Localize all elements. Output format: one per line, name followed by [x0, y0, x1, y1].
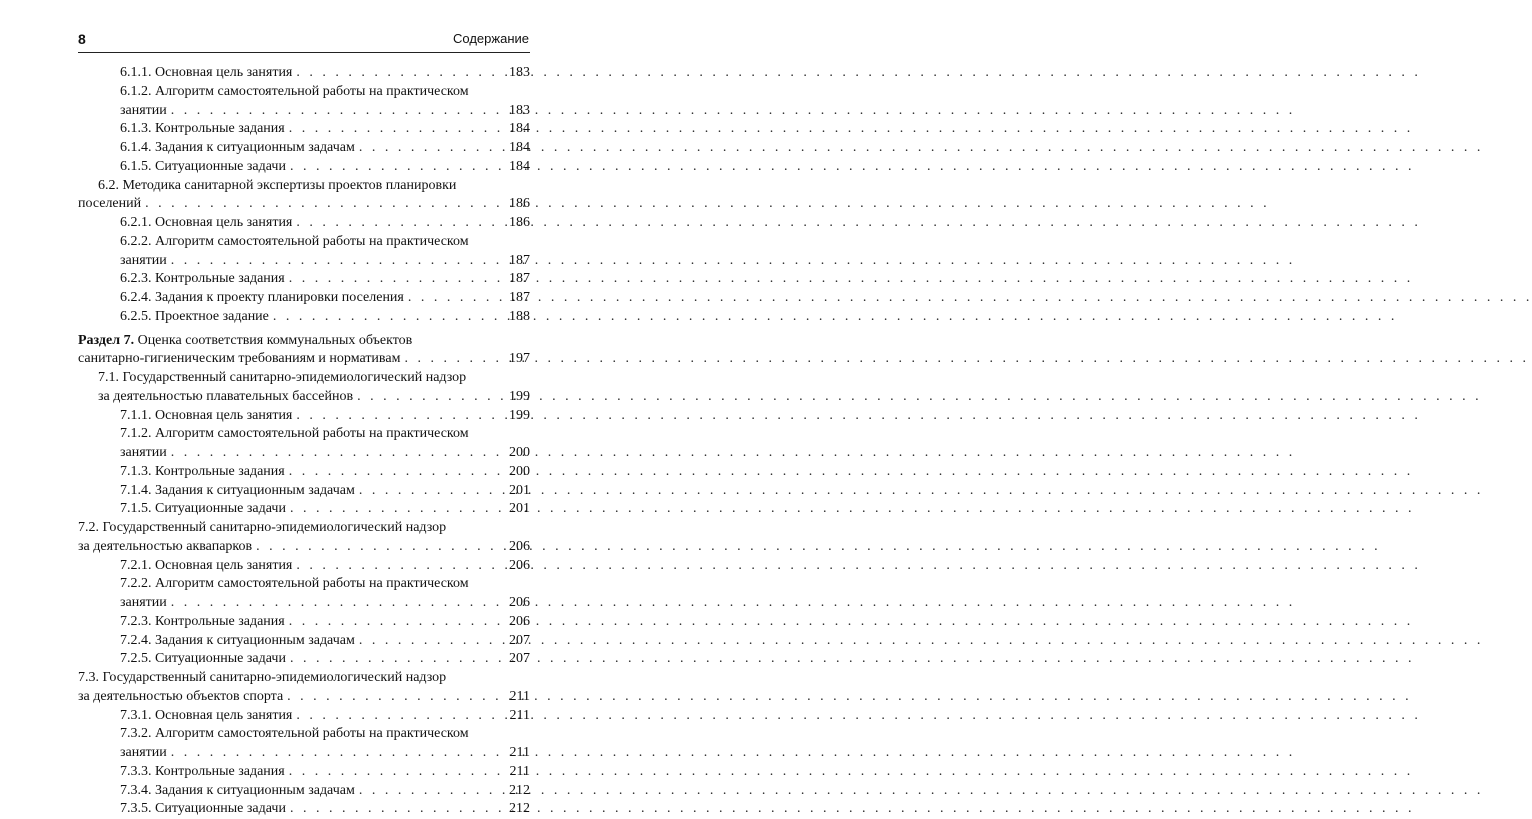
toc-page: 211	[509, 688, 530, 704]
toc-number: 7.2.5.	[120, 651, 152, 667]
leader-dots	[171, 252, 504, 271]
leader-dots	[290, 158, 504, 177]
toc-page: 211	[509, 763, 530, 779]
toc-number: 6.2.2.	[120, 233, 152, 249]
toc-number: 7.1.	[98, 370, 119, 385]
toc-title: Основная цель занятия	[155, 407, 293, 423]
toc-page: 187	[509, 271, 530, 287]
toc-entry-7-2-4	[78, 632, 530, 651]
toc-page: 201	[509, 482, 530, 498]
leader-dots	[289, 613, 504, 632]
toc-entry-6-1-2	[78, 83, 530, 102]
toc-page: 206	[509, 557, 530, 573]
toc-title-cont: за деятельностью объектов спорта	[78, 688, 284, 704]
toc-number: 6.2.1.	[120, 215, 152, 230]
leader-dots	[359, 782, 504, 801]
toc-number: 6.2.4.	[120, 290, 152, 305]
toc-title: Основная цель занятия	[155, 707, 293, 723]
toc-page: 200	[509, 463, 530, 479]
toc-number: 7.2.1.	[120, 557, 152, 573]
toc-number: 7.2.3.	[120, 613, 152, 629]
toc-entry-section-7	[78, 332, 530, 351]
leader-dots	[359, 482, 504, 501]
toc-title-cont: за деятельностью аквапарков	[78, 538, 253, 554]
toc-entry-7-3-3	[78, 763, 530, 782]
leader-dots	[404, 350, 504, 369]
toc-title: Задания к ситуационным задачам	[155, 782, 355, 798]
toc-page: 187	[509, 252, 530, 268]
toc-number: 6.1.4.	[120, 140, 152, 155]
leader-dots	[171, 594, 504, 613]
toc-title: Контрольные задания	[155, 121, 285, 137]
toc-title: Методика санитарной экспертизы проектов планировки	[122, 177, 457, 193]
toc-page: 206	[509, 595, 530, 610]
toc-title-cont: занятии	[120, 102, 167, 118]
toc-title: Основная цель занятия	[155, 557, 293, 573]
toc-number: 7.1.1.	[120, 407, 152, 423]
toc-number: 7.3.	[78, 670, 99, 685]
toc-entry-7-3-2-cont	[78, 744, 530, 763]
leader-dots	[296, 707, 504, 726]
toc-number: 6.1.2.	[120, 83, 152, 99]
toc-number: 7.3.1.	[120, 707, 152, 723]
toc-entry-7-2-2	[78, 575, 530, 594]
leader-dots	[171, 102, 504, 121]
toc-entry-7-2-5	[78, 650, 530, 669]
toc-entry-7-3-5	[78, 800, 530, 819]
toc-title: Основная цель занятия	[155, 65, 293, 80]
leader-dots	[273, 308, 504, 327]
toc-entry-7-3-2	[78, 725, 530, 744]
toc-title: Ситуационные задачи	[155, 651, 286, 667]
toc-entry-7-1-4	[78, 482, 530, 501]
toc-page: 197	[509, 351, 530, 367]
toc-number: Раздел 7.	[78, 332, 135, 348]
toc-title: Контрольные задания	[155, 463, 285, 479]
toc-title: Задания к ситуационным задачам	[155, 632, 355, 648]
toc-title-cont: занятии	[120, 595, 167, 610]
toc-page: 184	[509, 140, 530, 155]
toc-entry-6-1-3	[78, 120, 530, 139]
toc-entry-6-1-5	[78, 158, 530, 177]
toc-title-cont: занятии	[120, 252, 167, 268]
toc-title: Контрольные задания	[155, 271, 285, 287]
toc-number: 7.2.4.	[120, 632, 152, 648]
leader-dots	[287, 688, 504, 707]
toc-entry-7-2-cont	[78, 538, 530, 557]
leader-dots	[289, 270, 504, 289]
toc-page: 212	[509, 782, 530, 798]
leader-dots	[357, 388, 504, 407]
toc-page: 206	[509, 538, 530, 554]
toc-number: 7.2.2.	[120, 576, 152, 592]
leader-dots	[408, 289, 504, 308]
toc-number: 7.3.2.	[120, 726, 152, 742]
leader-dots	[296, 557, 504, 576]
leader-dots	[359, 632, 504, 651]
toc-page: 186	[509, 196, 530, 212]
toc-number: 6.2.3.	[120, 271, 152, 287]
toc-title-cont: поселений	[78, 196, 142, 212]
toc-title: Алгоритм самостоятельной работы на практическом	[155, 426, 469, 442]
toc-number: 7.1.2.	[120, 426, 152, 442]
toc-page: 207	[509, 651, 530, 667]
toc-page: 188	[509, 308, 530, 324]
toc-number: 6.1.3.	[120, 121, 152, 137]
toc-title: Оценка соответствия коммунальных объектов	[137, 332, 413, 348]
page-header	[78, 31, 529, 51]
toc-entry-6-2-5	[78, 308, 530, 327]
toc-title: Алгоритм самостоятельной работы на практическом	[155, 576, 469, 592]
toc-page: 183	[509, 102, 530, 118]
toc-number: 6.2.5.	[120, 308, 152, 324]
toc-entry-7-3-4	[78, 782, 530, 801]
toc-entry-6-2-1	[78, 214, 530, 233]
page-number: 8	[78, 31, 86, 47]
toc-number: 7.3.3.	[120, 763, 152, 779]
toc-page: 187	[509, 290, 530, 305]
toc-title-cont: санитарно-гигиеническим требованиям и нормативам	[78, 351, 401, 367]
toc-page: 207	[509, 632, 530, 648]
toc-entry-6-1-4	[78, 139, 530, 158]
toc-number: 7.2.	[78, 520, 99, 535]
toc-number: 7.1.5.	[120, 501, 152, 517]
toc-page: 206	[509, 613, 530, 629]
toc-page: 201	[509, 501, 530, 517]
toc-entry-6-2	[78, 177, 530, 196]
running-head: Содержание	[453, 31, 529, 46]
toc-number: 6.1.1.	[120, 65, 152, 80]
toc-title: Задания к ситуационным задачам	[155, 140, 355, 155]
leader-dots	[296, 64, 504, 83]
toc-number: 6.2.	[98, 177, 119, 193]
toc-page: 199	[509, 388, 530, 404]
leader-dots	[256, 538, 504, 557]
toc-title: Государственный санитарно-эпидемиологический надзор	[102, 520, 447, 535]
toc-entry-6-2-2-cont	[78, 252, 530, 271]
toc-entry-7-3-1	[78, 707, 530, 726]
toc-title: Проектное задание	[155, 308, 269, 324]
header-rule	[78, 52, 530, 53]
toc-title: Государственный санитарно-эпидемиологический надзор	[122, 370, 467, 385]
leader-dots	[290, 500, 504, 519]
toc-number: 7.1.3.	[120, 463, 152, 479]
leader-dots	[289, 763, 504, 782]
toc-title: Алгоритм самостоятельной работы на практическом	[155, 233, 469, 249]
toc-page: 211	[509, 707, 530, 723]
toc-entry-7-1-2	[78, 425, 530, 444]
toc-title-cont: за деятельностью плавательных бассейнов	[98, 388, 354, 404]
toc-page: 184	[509, 158, 530, 174]
toc-title: Ситуационные задачи	[155, 801, 286, 817]
leader-dots	[171, 444, 504, 463]
toc-entry-7-1	[78, 369, 530, 388]
toc-page: 183	[509, 65, 530, 80]
toc-entry-7-1-1	[78, 407, 530, 426]
toc-entry-7-3-cont	[78, 688, 530, 707]
toc-entry-7-2-3	[78, 613, 530, 632]
toc-entry-6-2-4	[78, 289, 530, 308]
table-of-contents	[78, 64, 530, 819]
toc-entry-7-2-2-cont	[78, 594, 530, 613]
toc-title-cont: занятии	[120, 745, 167, 760]
toc-title: Контрольные задания	[155, 613, 285, 629]
toc-title: Основная цель занятия	[155, 215, 293, 230]
leader-dots	[289, 463, 504, 482]
toc-title: Контрольные задания	[155, 763, 285, 779]
toc-entry-section-7-cont	[78, 350, 530, 369]
toc-number: 7.1.4.	[120, 482, 152, 498]
leader-dots	[171, 744, 504, 763]
toc-title: Алгоритм самостоятельной работы на практическом	[155, 83, 469, 99]
toc-page: 186	[509, 215, 530, 230]
toc-entry-7-2	[78, 519, 530, 538]
toc-title: Ситуационные задачи	[155, 501, 286, 517]
toc-entry-6-2-cont	[78, 195, 530, 214]
toc-page: 199	[509, 407, 530, 423]
toc-entry-7-1-5	[78, 500, 530, 519]
toc-entry-6-2-3	[78, 270, 530, 289]
toc-page: 212	[509, 801, 530, 817]
leader-dots	[359, 139, 504, 158]
toc-title: Государственный санитарно-эпидемиологический надзор	[102, 670, 447, 685]
toc-entry-7-3	[78, 669, 530, 688]
leader-dots	[290, 650, 504, 669]
toc-number: 6.1.5.	[120, 158, 152, 174]
toc-page: 211	[509, 745, 530, 760]
toc-number: 7.3.5.	[120, 801, 152, 817]
toc-title-cont: занятии	[120, 445, 167, 460]
toc-entry-7-1-cont	[78, 388, 530, 407]
leader-dots	[296, 407, 504, 426]
toc-entry-7-1-2-cont	[78, 444, 530, 463]
toc-title: Алгоритм самостоятельной работы на практическом	[155, 726, 469, 742]
leader-dots	[145, 195, 504, 214]
toc-entry-6-1-1	[78, 64, 530, 83]
leader-dots	[290, 800, 504, 819]
toc-entry-7-1-3	[78, 463, 530, 482]
toc-entry-7-2-1	[78, 557, 530, 576]
toc-number: 7.3.4.	[120, 782, 152, 798]
toc-entry-6-1-2-cont	[78, 102, 530, 121]
toc-page: 184	[509, 121, 530, 137]
toc-page: 200	[509, 445, 530, 460]
toc-title: Задания к проекту планировки поселения	[155, 290, 404, 305]
leader-dots	[296, 214, 504, 233]
toc-title: Ситуационные задачи	[155, 158, 286, 174]
toc-title: Задания к ситуационным задачам	[155, 482, 355, 498]
toc-entry-6-2-2	[78, 233, 530, 252]
leader-dots	[289, 120, 504, 139]
